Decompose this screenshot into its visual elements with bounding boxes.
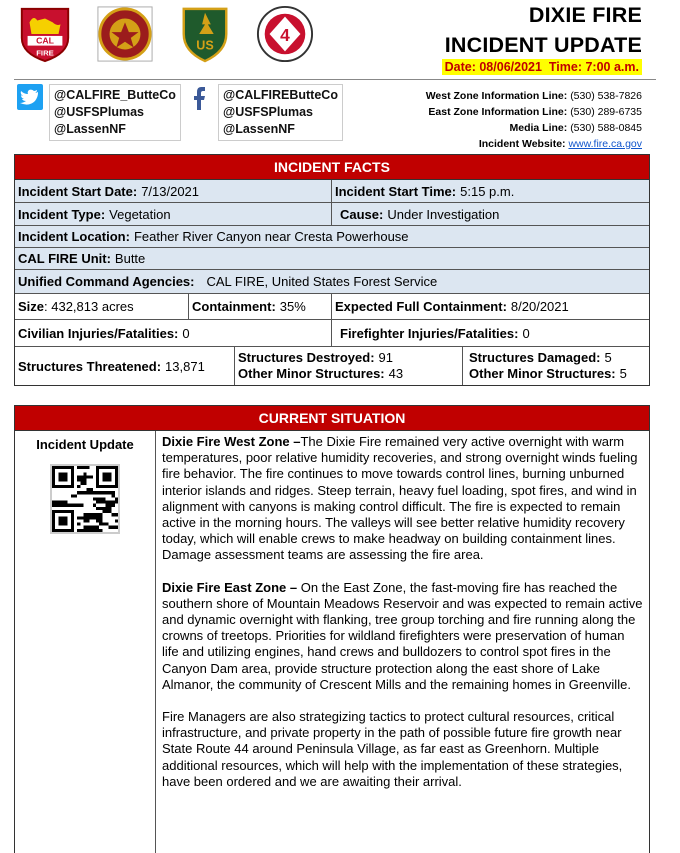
cause-cell: Cause: Under Investigation (340, 206, 500, 222)
current-situation-heading: CURRENT SITUATION (15, 406, 649, 431)
header-divider (14, 79, 656, 80)
agencies-cell: Unified Command Agencies: CAL FIRE, United States Forest Service (18, 274, 438, 289)
facebook-icon (186, 84, 212, 110)
structures-destroyed-cell: Structures Destroyed: 91 Other Minor Structures: 43 (235, 347, 463, 385)
size-cell: Size : 432,813 acres (15, 294, 189, 319)
incident-facts-table (14, 154, 650, 386)
facebook-handle[interactable]: @USFSPlumas (223, 105, 313, 119)
twitter-handle[interactable]: @CALFIRE_ButteCo (54, 88, 176, 102)
incident-facts-heading: INCIDENT FACTS (15, 155, 649, 180)
structures-damaged-cell: Structures Damaged: 5 Other Minor Structures: 5 (469, 350, 627, 381)
incident-website: Incident Website: www.fire.ca.gov (478, 138, 642, 150)
date-time-line (442, 59, 642, 75)
team-4-badge-icon (256, 5, 314, 63)
media-line: Media Line: (530) 588-0845 (509, 122, 642, 134)
incident-type-cell: Incident Type: Vegetation (15, 203, 332, 225)
date-label: Date: (444, 60, 476, 74)
time-value: 7:00 a.m. (585, 60, 639, 74)
current-situation-table (14, 405, 650, 853)
svg-text:FIRE: FIRE (36, 48, 54, 58)
table-row (15, 347, 649, 385)
twitter-block (17, 84, 181, 141)
start-time-cell: Incident Start Time: 5:15 p.m. (335, 183, 515, 199)
location-cell: Incident Location: Feather River Canyon near Cresta Powerhouse (18, 229, 409, 244)
fire-department-seal-icon (96, 5, 154, 63)
start-date-cell: Incident Start Date: 7/13/2021 (15, 180, 332, 202)
fire-managers-paragraph: Fire Managers are also strategizing tactics to protect cultural resources, critical infrastructure, and private property in the path of possible future fire growth near State Route 44 around Peninsula Village, as far east as Greenhorn. Multiple additional resources, which will help with the implementation of these strategies, have been ordered and we are awaiting their arrival. (162, 709, 623, 789)
table-row (15, 180, 649, 203)
table-row (15, 203, 649, 226)
containment-cell: Containment: 35% (189, 294, 332, 319)
twitter-handle[interactable]: @USFSPlumas (54, 105, 144, 119)
table-row (15, 226, 649, 248)
website-link[interactable]: www.fire.ca.gov (568, 138, 642, 150)
document-title (445, 0, 642, 60)
facebook-handles (218, 84, 343, 141)
incident-update-label: Incident Update (36, 437, 134, 452)
title-line-1: DIXIE FIRE (528, 3, 642, 27)
east-zone-paragraph: Dixie Fire East Zone – On the East Zone, the fast-moving fire has reached the southern shore of Mountain Meadows Reservoir and was expected to remain active and dynamic overnight with flanking, tree group torching and fire running along the crowns of treetops. Priorities for wildland firefighters were preservation of human life and utilizing engines, hand crews and bulldozers to control spot fires in the Canyon Dam area, provide structure protection along the east shore of Lake Almanor, the community of Crescent Mills and the remaining homes in Greenville. (162, 579, 643, 692)
facebook-handle[interactable]: @CALFIREButteCo (223, 88, 338, 102)
full-containment-cell: Expected Full Containment: 8/20/2021 (335, 299, 569, 314)
situation-left-column (15, 431, 156, 853)
east-zone-line: East Zone Information Line: (530) 289-6735 (428, 106, 642, 118)
twitter-icon (17, 84, 43, 110)
civilian-injuries-cell: Civilian Injuries/Fatalities: 0 (15, 320, 332, 346)
contact-info (426, 88, 642, 152)
table-row (15, 294, 649, 320)
firefighter-injuries-cell: Firefighter Injuries/Fatalities: 0 (340, 325, 530, 341)
agency-logos (16, 4, 314, 64)
qr-code-icon[interactable] (50, 464, 120, 534)
time-label: Time: (548, 60, 582, 74)
calfire-unit-cell: CAL FIRE Unit: Butte (18, 251, 146, 266)
date-value: 08/06/2021 (479, 60, 542, 74)
svg-text:CAL: CAL (36, 35, 54, 46)
structures-threatened-cell: Structures Threatened: 13,871 (15, 347, 235, 385)
west-zone-line: West Zone Information Line: (530) 538-7826 (425, 90, 642, 102)
twitter-handles (49, 84, 181, 141)
facebook-handle[interactable]: @LassenNF (223, 122, 295, 136)
forest-service-shield-icon (176, 5, 234, 63)
svg-text:4: 4 (280, 24, 290, 45)
table-row (15, 248, 649, 270)
twitter-handle[interactable]: @LassenNF (54, 122, 126, 136)
title-line-2: INCIDENT UPDATE (444, 33, 642, 57)
facebook-block (186, 84, 343, 141)
west-zone-paragraph: Dixie Fire West Zone –The Dixie Fire remained very active overnight with warm temperatures, poor relative humidity recoveries, and strong overnight winds fueling fire behavior. The fire continues to move towards control lines, burning unburned interior islands and ridges. Steep terrain, heavy fuel loading, spot fires, and wind in alignment with canyons is making control difficult. The fire is expected to remain active in the morning hours. The valleys will see better relative humidity recovery today, which will enable crews to make headway on building containment lines. Damage assessment teams are assessing the fire area. (162, 434, 638, 563)
situation-body (15, 431, 649, 853)
table-row (15, 320, 649, 347)
situation-text (156, 431, 649, 853)
svg-text:US: US (196, 38, 214, 53)
calfire-logo-icon (16, 5, 74, 63)
table-row (15, 270, 649, 294)
